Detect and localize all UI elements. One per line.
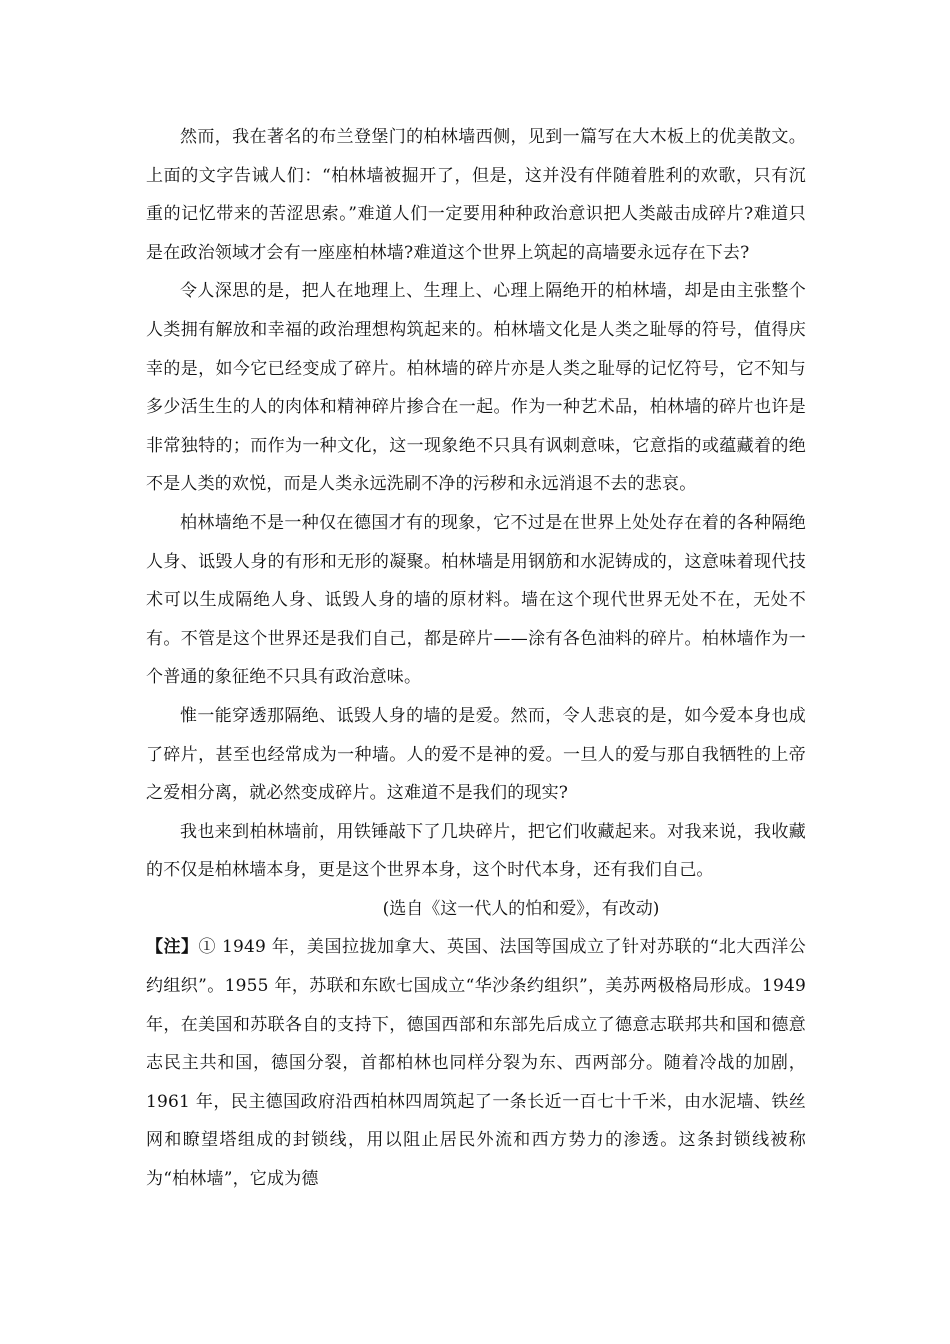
footnote-text: ① 1949 年，美国拉拢加拿大、英国、法国等国成立了针对苏联的“北大西洋公约组织”。1955 年，苏联和东欧七国成立“华沙条约组织”，美苏两极格局形成。1949 年，在美国和苏联各自的支持下，德国西部和东部先后成立了德意志联邦共和国和德意志民主共和国，德国分裂，首都柏林也同样分裂为东、西两部分。随着冷战的加剧，1961 年，民主德国政府沿西柏林四周筑起了一条长近一百七十千米，由水泥墙、铁丝网和瞭望塔组成的封锁线，用以阻止居民外流和西方势力的渗透。这条封锁线被称为“柏林墙”，它成为德	[146, 937, 806, 1190]
paragraph-3: 柏林墙绝不是一种仅在德国才有的现象，它不过是在世界上处处存在着的各种隔绝人身、诋毁人身的有形和无形的凝聚。柏林墙是用钢筋和水泥铸成的，这意味着现代技术可以生成隔绝人身、诋毁人身的墙的原材料。墙在这个现代世界无处不在，无处不有。不管是这个世界还是我们自己，都是碎片——涂有各色油料的碎片。柏林墙作为一个普通的象征绝不只具有政治意味。	[146, 512, 806, 688]
paragraph-4: 惟一能穿透那隔绝、诋毁人身的墙的是爱。然而，令人悲哀的是，如今爱本身也成了碎片，甚至也经常成为一种墙。人的爱不是神的爱。一旦人的爱与那自我牺牲的上帝之爱相分离，就必然变成碎片。这难道不是我们的现实?	[146, 705, 806, 804]
paragraph-5: 我也来到柏林墙前，用铁锤敲下了几块碎片，把它们收藏起来。对我来说，我收藏的不仅是柏林墙本身，更是这个世界本身，这个时代本身，还有我们自己。	[146, 821, 806, 881]
paragraph-1: 然而，我在著名的布兰登堡门的柏林墙西侧，见到一篇写在大木板上的优美散文。上面的文字告诫人们：“柏林墙被掘开了，但是，这并没有伴随着胜利的欢歌，只有沉重的记忆带来的苦涩思索。”难道人们一定要用种种政治意识把人类敲击成碎片?难道只是在政治领域才会有一座座柏林墙?难道这个世界上筑起的高墙要永远存在下去?	[146, 127, 806, 263]
footnote-tag: 【注】	[146, 937, 199, 958]
paragraph-2: 令人深思的是，把人在地理上、生理上、心理上隔绝开的柏林墙，却是由主张整个人类拥有解放和幸福的政治理想构筑起来的。柏林墙文化是人类之耻辱的符号，值得庆幸的是，如今它已经变成了碎片。柏林墙的碎片亦是人类之耻辱的记忆符号，它不知与多少活生生的人的肉体和精神碎片掺合在一起。作为一种艺术品，柏林墙的碎片也许是非常独特的；而作为一种文化，这一现象绝不只具有讽刺意味，它意指的或蕴藏着的绝不是人类的欢悦，而是人类永远洗刷不净的污秽和永远消退不去的悲哀。	[146, 281, 806, 495]
footnote	[146, 928, 806, 1198]
source-citation: (选自《这一代人的怕和爱》，有改动)	[382, 898, 660, 919]
document-page	[146, 118, 806, 1199]
